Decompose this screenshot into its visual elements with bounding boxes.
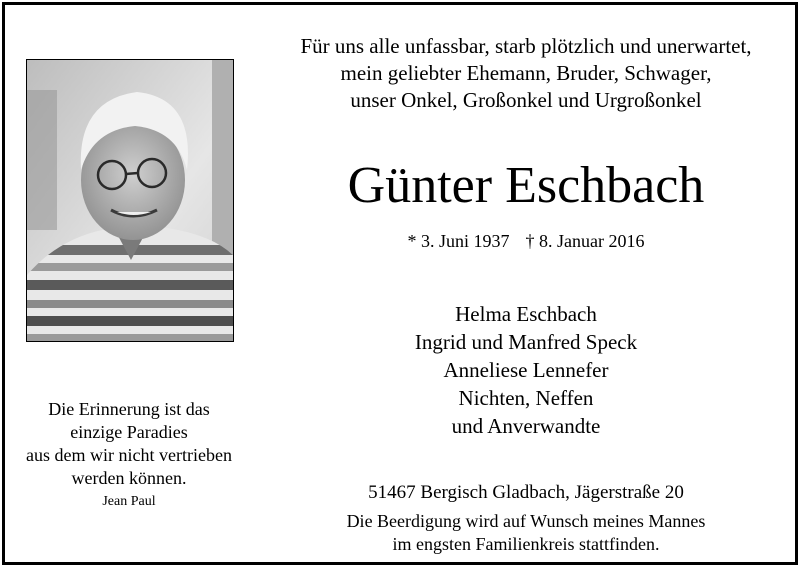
mourner-line: und Anverwandte bbox=[451, 414, 601, 438]
funeral-line: im engsten Familienkreis stattfinden. bbox=[392, 534, 660, 554]
deceased-name: Günter Eschbach bbox=[347, 157, 705, 214]
intro-line: unser Onkel, Großonkel und Urgroßonkel bbox=[350, 88, 702, 112]
funeral-line: Die Beerdigung wird auf Wunsch meines Mannes bbox=[346, 511, 706, 531]
intro-line: mein geliebter Ehemann, Bruder, Schwager, bbox=[340, 61, 712, 85]
mourner-line: Anneliese Lennefer bbox=[443, 358, 609, 382]
family-address: 51467 Bergisch Gladbach, Jägerstraße 20 bbox=[368, 482, 684, 503]
life-dates bbox=[262, 229, 790, 253]
funeral-note bbox=[262, 510, 790, 556]
quote-line: einzige Paradies bbox=[70, 422, 188, 442]
quote-author: Jean Paul bbox=[102, 494, 156, 509]
quote-line: Die Erinnerung ist das bbox=[48, 399, 210, 419]
intro-text bbox=[262, 33, 790, 114]
mourner-line: Helma Eschbach bbox=[455, 302, 597, 326]
birth-date: * 3. Juni 1937 bbox=[407, 231, 510, 251]
quote-line: aus dem wir nicht vertrieben bbox=[26, 445, 232, 465]
mourners-list bbox=[262, 300, 790, 440]
intro-line: Für uns alle unfassbar, starb plötzlich und unerwartet, bbox=[300, 34, 752, 58]
death-date: † 8. Januar 2016 bbox=[525, 231, 645, 251]
portrait-photo bbox=[26, 59, 234, 342]
memorial-quote bbox=[0, 398, 258, 490]
mourner-line: Ingrid und Manfred Speck bbox=[414, 330, 638, 354]
quote-line: werden können. bbox=[71, 468, 187, 488]
mourner-line: Nichten, Neffen bbox=[458, 386, 594, 410]
